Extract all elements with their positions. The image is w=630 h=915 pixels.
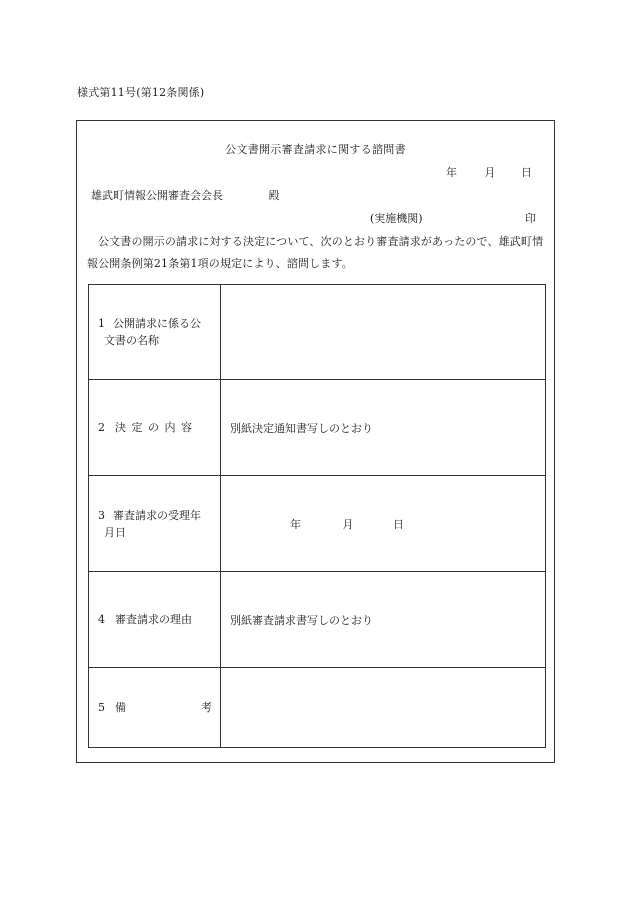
- row-label-line1: 公開請求に係る公: [113, 317, 201, 330]
- row-number: 2: [98, 421, 105, 434]
- submission-date: [446, 164, 532, 180]
- row-label-text: 決 定 の 内 容: [115, 421, 193, 434]
- row-label-line2: 月日: [104, 525, 126, 539]
- date-month: 月: [484, 166, 496, 179]
- form-number: 様式第11号(第12条関係): [77, 86, 205, 99]
- receipt-day: 日: [393, 517, 404, 531]
- addressee-name: 雄武町情報公開審査会会長: [91, 189, 223, 202]
- decision-content-field[interactable]: 別紙決定通知書写しのとおり: [221, 380, 546, 476]
- row-label: [89, 476, 221, 572]
- receipt-year: 年: [290, 517, 301, 531]
- row-label: [89, 380, 221, 476]
- table-row: [89, 476, 546, 572]
- row-number: 1: [98, 317, 105, 330]
- date-year: 年: [446, 166, 457, 179]
- document-title: 公文書開示審査請求に関する諮問書: [225, 143, 406, 156]
- row-label: [89, 668, 221, 748]
- row-number: 3: [98, 508, 105, 522]
- table-row: [89, 572, 546, 668]
- row-label: [89, 285, 221, 380]
- document-name-field[interactable]: [221, 285, 546, 380]
- date-day: 日: [521, 166, 532, 179]
- table-row: [89, 285, 546, 380]
- row-label-text-a: 備: [115, 701, 126, 714]
- request-reason-field[interactable]: 別紙審査請求書写しのとおり: [221, 572, 546, 668]
- row-label-line2: 文書の名称: [104, 334, 159, 347]
- seal-mark: 印: [525, 212, 536, 225]
- row-number: 4: [98, 613, 105, 626]
- table-row: [89, 668, 546, 748]
- remarks-field[interactable]: [221, 668, 546, 748]
- row-label-text: 審査請求の理由: [115, 613, 192, 626]
- inquiry-body-text: 公文書の開示の請求に対する決定について、次のとおり審査請求があったので、雄武町情報公開条例第21条第1項の規定により、諮問します。: [87, 235, 544, 270]
- receipt-month: 月: [342, 517, 354, 531]
- document-frame: [76, 120, 555, 763]
- table-row: [89, 380, 546, 476]
- implementing-agency: [370, 210, 536, 226]
- row-label-text-b: 考: [201, 701, 212, 714]
- addressee-honorific: 殿: [268, 189, 280, 202]
- agency-label: (実施機関): [370, 212, 423, 225]
- row-label-line1: 審査請求の受理年: [113, 508, 201, 522]
- inquiry-details-table: [88, 284, 546, 748]
- addressee: [91, 187, 280, 203]
- row-number: 5: [98, 701, 105, 714]
- row-label: [89, 572, 221, 668]
- receipt-date-field[interactable]: [221, 476, 546, 572]
